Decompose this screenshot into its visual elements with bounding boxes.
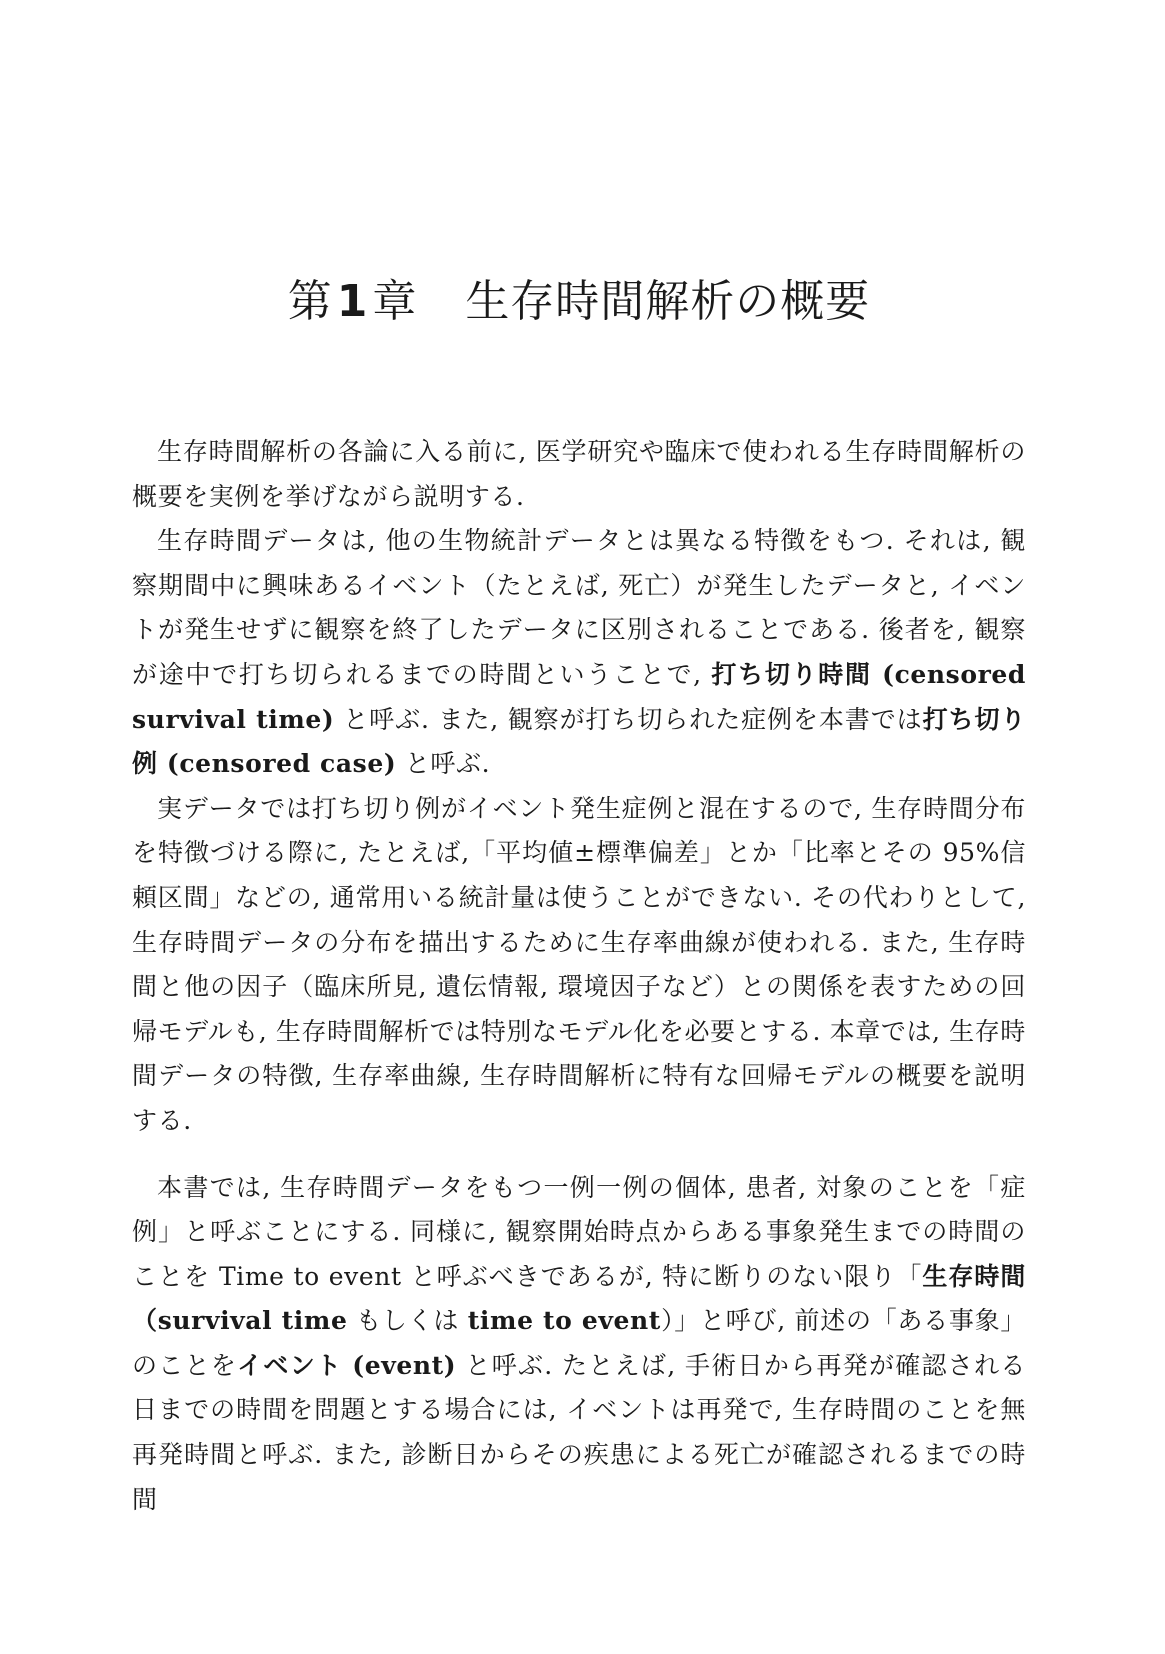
term-event: イベント (event): [237, 1350, 457, 1380]
paragraph-survival-curves: [132, 787, 1026, 1144]
paragraph-censoring: [132, 519, 1026, 787]
paragraph-terminology-text-d: と呼ぶ. たとえば, 手術日から再発が確認される日までの時間を問題とする場合には, イベントは再発で, 生存時間のことを無再発時間と呼ぶ. また, 診断日からその疾患による死亡が確認されるまでの時間: [132, 1350, 1026, 1514]
body-text: [132, 430, 1026, 1522]
paragraph-censoring-text-c: と呼ぶ.: [396, 749, 491, 779]
paragraph-censoring-text-b: と呼ぶ. また, 観察が打ち切られた症例を本書では: [334, 704, 923, 734]
term-time-to-event: time to event: [467, 1306, 661, 1336]
term-censored-case: 打ち切り例 (censored case): [132, 704, 1026, 779]
paragraph-intro: [132, 430, 1026, 519]
chapter-number: 1: [336, 276, 369, 327]
paragraph-terminology-text-c: ）」と呼び, 前述の「ある事象」のことを: [132, 1306, 1026, 1380]
paragraph-terminology-text-a: 本書では, 生存時間データをもつ一例一例の個体, 患者, 対象のことを「症例」と呼ぶことにする. 同様に, 観察開始時点からある事象発生までの時間のことを Time to event と呼ぶべきであるが, 特に断りのない限り「: [132, 1172, 1026, 1291]
term-censored-survival-time: 打ち切り時間 (censored survival time): [132, 659, 1026, 734]
chapter-suffix: 章: [372, 276, 418, 327]
paragraph-terminology: [132, 1166, 1026, 1523]
chapter-prefix: 第: [287, 276, 333, 327]
paragraph-survival-curves-text: 実データでは打ち切り例がイベント発生症例と混在するので, 生存時間分布を特徴づける際に, たとえば,「平均値±標準偏差」とか「比率とその 95%信頼区間」などの, 通常用いる統計量は使うことができない. その代わりとして, 生存時間データの分布を描出するために生存率曲線が使われる. また, 生存時間と他の因子（臨床所見, 遺伝情報, 環境因子など）との関係を表すための回帰モデルも, 生存時間解析では特別なモデル化を必要とする. 本章では, 生存時間データの特徴, 生存率曲線, 生存時間解析に特有な回帰モデルの概要を説明する.: [132, 793, 1026, 1135]
paragraph-censoring-text-a: 生存時間データは, 他の生物統計データとは異なる特徴をもつ. それは, 観察期間中に興味あるイベント（たとえば, 死亡）が発生したデータと, イベントが発生せずに観察を終了したデータに区別されることである. 後者を, 観察が途中で打ち切られるまでの時間ということで,: [132, 526, 1026, 689]
paragraph-intro-text: 生存時間解析の各論に入る前に, 医学研究や臨床で使われる生存時間解析の概要を実例を挙げながら説明する.: [132, 437, 1026, 511]
chapter-name: 生存時間解析の概要: [465, 276, 871, 327]
paragraph-terminology-text-b: もしくは: [347, 1306, 468, 1336]
document-page: [132, 0, 1026, 1654]
term-survival-time: 生存時間（survival time: [132, 1261, 1026, 1336]
chapter-title: [132, 272, 1026, 332]
